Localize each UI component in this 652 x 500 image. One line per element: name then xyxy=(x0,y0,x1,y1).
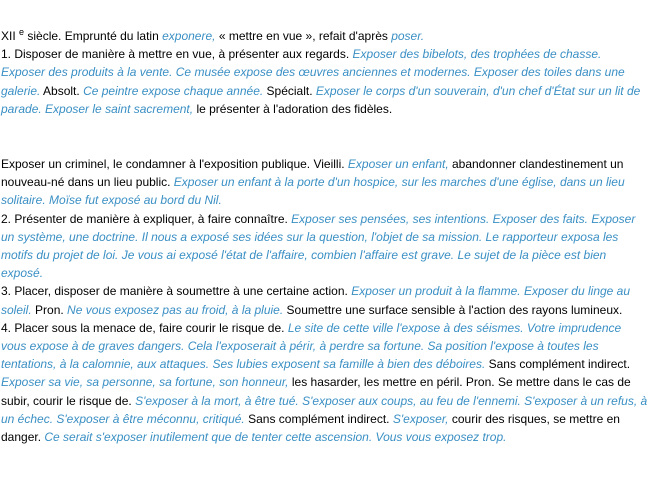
paragraph-sense-3 xyxy=(1,282,648,318)
definition-text: 2. Présenter de manière à expliquer, à faire connaître. xyxy=(1,211,292,226)
example-text: Exposer un enfant, xyxy=(347,157,449,172)
definition-text: siècle. Emprunté du latin xyxy=(24,29,163,43)
definition-text: 4. Placer sous la menace de, faire courir le risque de. xyxy=(1,320,288,335)
paragraph-sense-2 xyxy=(1,210,648,283)
example-text: Ce serait s'exposer inutilement que de tenter cette ascension. Vous vous exposez trop. xyxy=(44,430,507,445)
example-text: Exposer sa vie, sa personne, sa fortune, son honneur, xyxy=(1,375,289,390)
paragraph-sense-4 xyxy=(1,319,648,446)
definition-text: Sans complément indirect. xyxy=(244,411,393,426)
definition-text: Spécialt. xyxy=(263,83,316,98)
example-text: Exposer un enfant à la porte d'un hospice, sur les marches d'une église, dans un lieu solitaire. Moïse fut exposé au bord du Nil. xyxy=(1,175,625,208)
example-text: Ce peintre expose chaque année. xyxy=(83,83,264,98)
definition-text: Pron. xyxy=(31,302,68,317)
definition-text: les hasarder, les mettre en péril. Pron. Se mettre dans le cas de subir, courir le risque de. xyxy=(1,375,631,408)
paragraph-sense-1 xyxy=(1,45,648,118)
example-text: Exposer ses pensées, ses intentions. Exposer des faits. Exposer un système, une doctrine. Il nous a exposé ses idées sur la question, l'objet de sa mission. Le rapporteur exposa les motifs du projet de loi. Je vous ai exposé l'état de l'affaire, combien l'affaire est grave. Le sujet de la pièce est bien exposé. xyxy=(1,211,636,281)
definition-text: 1. Disposer de manière à mettre en vue, à présenter aux regards. xyxy=(1,47,353,62)
paragraph-sense-1-criminal xyxy=(1,155,648,210)
definition-text: Soumettre une surface sensible à l'action des rayons lumineux. xyxy=(283,302,623,317)
paragraph-gap xyxy=(1,118,648,155)
definition-text: courir des risques, se mettre en danger. xyxy=(1,411,620,445)
definition-text: le présenter à l'adoration des fidèles. xyxy=(193,101,393,116)
example-text: S'exposer, xyxy=(392,411,449,426)
century-superscript: e xyxy=(19,27,25,37)
example-text: Ne vous exposez pas au froid, à la pluie. xyxy=(67,302,284,317)
definition-text: 3. Placer, disposer de manière à soumettre à une certaine action. xyxy=(1,284,352,299)
paragraphs-container xyxy=(1,27,648,446)
definition-text: Absolt. xyxy=(40,83,84,98)
definition-text: Sans complément indirect. xyxy=(485,357,631,372)
definition-text: XII xyxy=(1,29,20,43)
paragraph-etymology xyxy=(1,27,648,45)
example-text: Exposer le corps d'un souverain, d'un chef d'État sur un lit de parade. Exposer le saint sacrement, xyxy=(1,83,641,116)
example-text: poser. xyxy=(391,29,425,43)
example-text: Exposer un produit à la flamme. Exposer du linge au soleil. xyxy=(1,284,631,317)
definition-text: « mettre en vue », refait d'après xyxy=(215,29,392,43)
example-text: Le site de cette ville l'expose à des séismes. Votre imprudence vous expose à de graves dangers. Cela l'exposerait à périr, à perdre sa fortune. Sa position l'expose à toutes les tentations, à la calomnie, aux attaques. Ses lubies exposent sa famille à bien des déboires. xyxy=(1,320,622,372)
definition-text: abandonner clandestinement un nouveau-né dans un lieu public. xyxy=(1,157,624,190)
definition-text: Exposer un criminel, le condamner à l'exposition publique. Vieilli. xyxy=(1,157,348,172)
example-text: exponere, xyxy=(162,29,216,43)
example-text: S'exposer à la mort, à être tué. S'exposer aux coups, au feu de l'ennemi. S'exposer à un refus, à un échec. S'exposer à être méconnu, critiqué. xyxy=(1,393,648,426)
example-text: Exposer des bibelots, des trophées de chasse. Exposer des produits à la vente. Ce musée expose des œuvres anciennes et modernes. Exposer des toiles dans une galerie. xyxy=(1,47,625,98)
